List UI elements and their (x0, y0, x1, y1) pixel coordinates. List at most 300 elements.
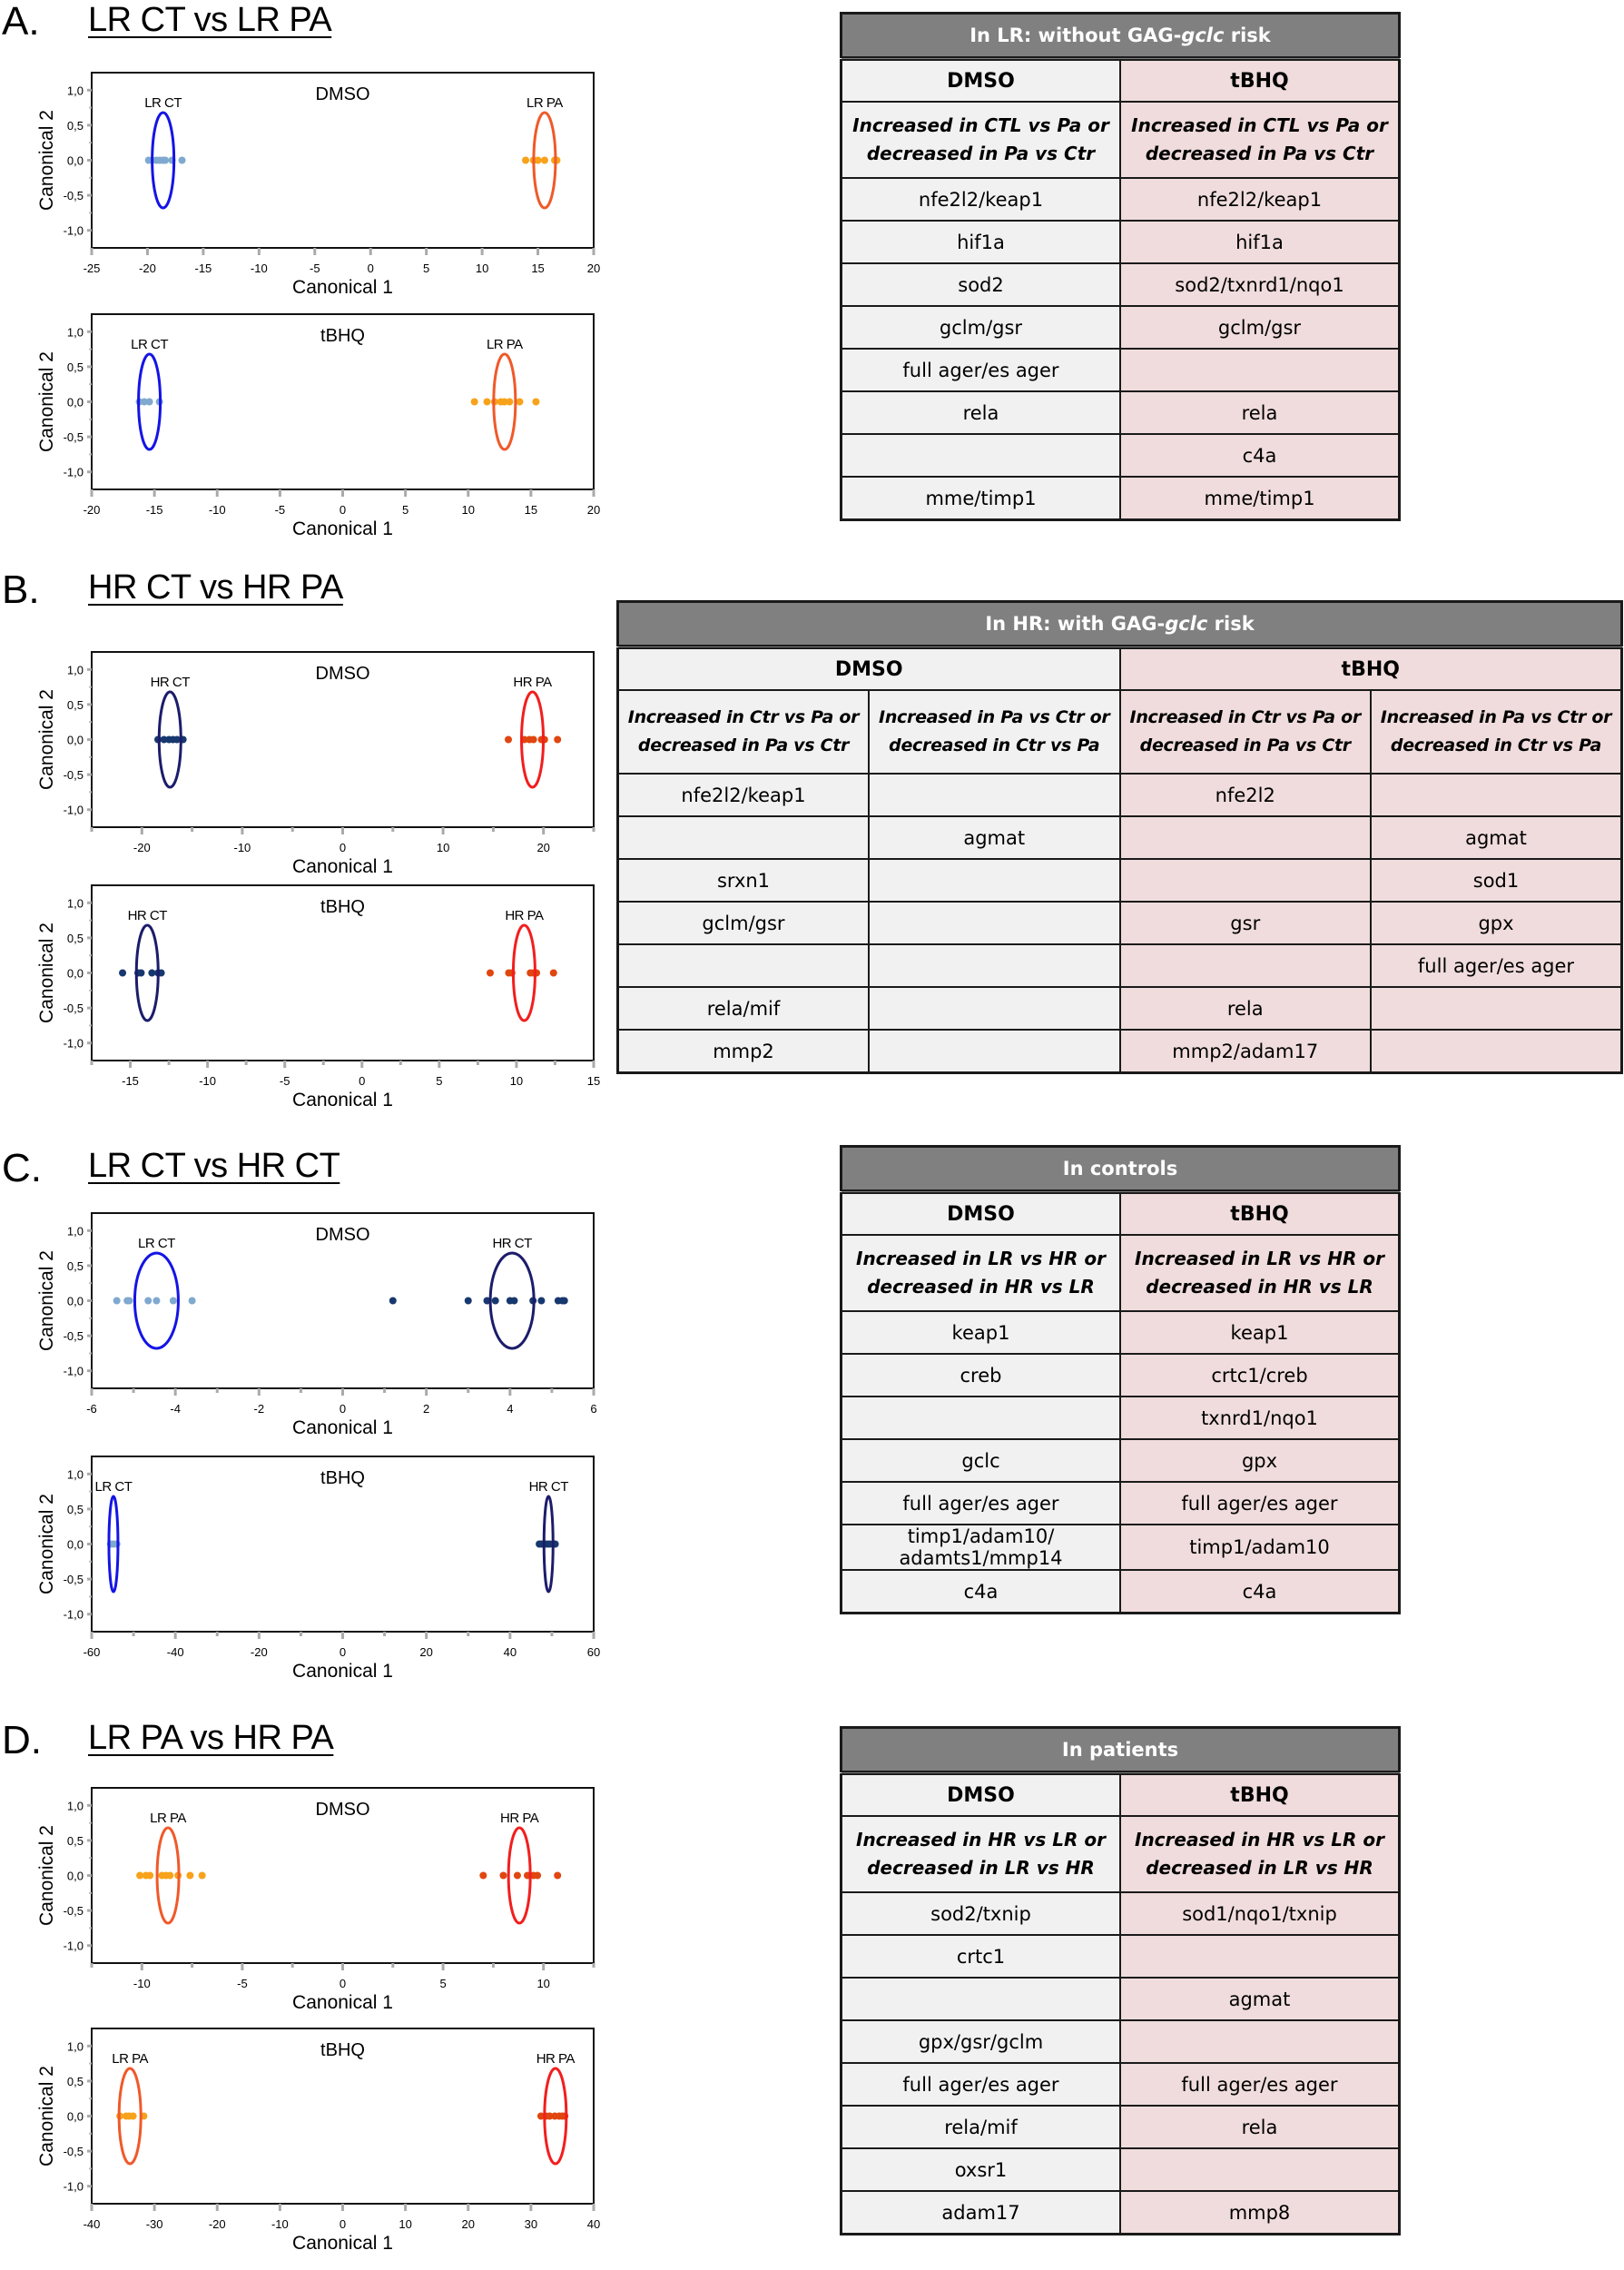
x-tick-label: -6 (86, 1402, 97, 1416)
gene-cell: timp1/adam10 (1120, 1525, 1400, 1570)
y-tick-label: 0,0 (66, 395, 84, 410)
x-tick-label: 15 (586, 1074, 601, 1088)
gene-cell (618, 816, 870, 859)
data-point (522, 157, 529, 164)
x-tick-label: -4 (170, 1402, 181, 1416)
x-tick-label: 10 (509, 1074, 524, 1088)
treatment-dmso: DMSO (842, 1773, 1121, 1817)
table-b-title: In HR: with GAG-gclc risk (618, 602, 1622, 647)
x-tick-label: -10 (208, 503, 226, 517)
data-point (535, 157, 542, 164)
x-tick-label: 5 (436, 1074, 443, 1088)
y-tick-label: 0,0 (66, 966, 84, 981)
gene-cell: rela/mif (842, 2106, 1121, 2148)
gene-cell: full ager/es ager (1371, 944, 1622, 987)
y-tick-label: 0,0 (66, 2109, 84, 2124)
table-row (842, 221, 1400, 263)
x-axis-label: Canonical 1 (292, 277, 393, 298)
data-point (162, 157, 169, 164)
gene-cell: oxsr1 (842, 2148, 1121, 2191)
data-point (199, 1872, 206, 1880)
gene-cell: crtc1/creb (1120, 1354, 1400, 1397)
data-point (483, 399, 490, 406)
table-row (618, 859, 1622, 902)
gene-cell: adam17 (842, 2191, 1121, 2235)
group-label: LR PA (150, 1811, 186, 1826)
y-tick-label: 1,0 (66, 1467, 84, 1482)
table-row (618, 816, 1622, 859)
x-axis-label: Canonical 1 (292, 1090, 393, 1110)
x-tick-label: -2 (253, 1402, 265, 1416)
subheader: Increased in LR vs HR or decreased in HR vs LR (842, 1235, 1121, 1311)
group-label: LR CT (138, 1236, 175, 1251)
x-tick-label: -40 (83, 2217, 101, 2231)
gene-cell: gsr (1120, 902, 1372, 944)
gene-cell: sod1 (1371, 859, 1622, 902)
table-row (842, 1354, 1400, 1397)
x-tick-label: -20 (133, 841, 151, 854)
y-tick-label: -0,5 (63, 189, 84, 203)
x-tick-label: 6 (590, 1402, 597, 1416)
plot-a-dmso (0, 56, 617, 300)
table-d-title: In patients (842, 1728, 1400, 1773)
gene-cell: crtc1 (842, 1935, 1121, 1978)
plot-a-tbhq (0, 298, 617, 541)
y-tick-label: -1,0 (63, 803, 84, 817)
gene-cell: sod1/nqo1/txnip (1120, 1892, 1400, 1935)
gene-cell: creb (842, 1354, 1121, 1397)
x-tick-label: 4 (507, 1402, 514, 1416)
plot-title: DMSO (315, 1800, 370, 1820)
table-row (842, 1978, 1400, 2020)
subheader: Increased in Ctr vs Pa or decreased in Pa vs Ctr (618, 690, 870, 774)
x-tick-label: -20 (83, 503, 101, 517)
x-tick-label: -10 (250, 262, 268, 275)
gene-cell: sod2/txnrd1/nqo1 (1120, 263, 1400, 306)
x-tick-label: -60 (83, 1645, 101, 1659)
x-tick-label: 0 (339, 503, 347, 517)
gene-cell: full ager/es ager (842, 2063, 1121, 2106)
x-tick-label: 20 (536, 841, 550, 854)
treatment-tbhq: tBHQ (1120, 647, 1622, 691)
y-tick-label: -1,0 (63, 1364, 84, 1378)
gene-cell: nfe2l2/keap1 (842, 178, 1121, 221)
gene-cell: c4a (1120, 1570, 1400, 1614)
panel-c-letter: C. (2, 1146, 42, 1190)
data-point (487, 970, 494, 977)
group-label: LR PA (112, 2051, 149, 2067)
gene-cell: mmp2/adam17 (1120, 1030, 1372, 1073)
data-point (479, 1872, 487, 1880)
gene-cell: rela (842, 391, 1121, 434)
plot-title: DMSO (315, 664, 370, 684)
gene-cell: full ager/es ager (1120, 1482, 1400, 1525)
gene-cell: txnrd1/nqo1 (1120, 1397, 1400, 1439)
plot-b-tbhq (0, 869, 617, 1112)
x-axis-label: Canonical 1 (292, 1992, 393, 2013)
gene-cell (1120, 944, 1372, 987)
y-tick-label: 0,0 (66, 733, 84, 747)
table-row (618, 902, 1622, 944)
x-tick-label: -10 (233, 841, 251, 854)
group-label: HR CT (150, 675, 190, 690)
subheader: Increased in LR vs HR or decreased in HR vs LR (1120, 1235, 1400, 1311)
x-tick-label: -10 (133, 1977, 151, 1990)
data-point (506, 399, 513, 406)
gene-cell (842, 434, 1121, 477)
table-row (842, 2063, 1400, 2106)
y-tick-label: 0,0 (66, 153, 84, 168)
table-row (842, 391, 1400, 434)
data-point (534, 1872, 541, 1880)
y-tick-label: 1,0 (66, 663, 84, 677)
treatment-tbhq: tBHQ (1120, 1192, 1400, 1236)
y-tick-label: -0,5 (63, 1329, 84, 1344)
y-axis-label: Canonical 2 (36, 110, 57, 211)
y-tick-label: 1,0 (66, 325, 84, 340)
group-label: HR PA (500, 1811, 539, 1826)
table-row (842, 2191, 1400, 2235)
x-tick-label: 40 (503, 1645, 517, 1659)
gene-cell: mmp8 (1120, 2191, 1400, 2235)
table-row (842, 178, 1400, 221)
x-tick-label: 15 (524, 503, 538, 517)
data-point (146, 399, 153, 406)
table-row (842, 1525, 1400, 1570)
table-row (618, 987, 1622, 1030)
x-tick-label: -30 (145, 2217, 163, 2231)
gene-cell (842, 1978, 1121, 2020)
y-tick-label: -1,0 (63, 1939, 84, 1953)
data-point (137, 970, 144, 977)
data-point (492, 1298, 499, 1305)
plot-title: tBHQ (320, 2040, 365, 2060)
table-row (842, 2148, 1400, 2191)
gene-cell: agmat (869, 816, 1120, 859)
treatment-dmso: DMSO (618, 647, 1120, 691)
x-tick-label: 0 (339, 1645, 347, 1659)
plot-d-tbhq (0, 2012, 617, 2255)
table-row (842, 1935, 1400, 1978)
group-label: LR CT (94, 1479, 133, 1495)
table-a (840, 12, 1401, 521)
gene-cell: rela (1120, 391, 1400, 434)
data-point (554, 736, 561, 744)
table-row (842, 477, 1400, 520)
gene-cell: gclm/gsr (1120, 306, 1400, 349)
treatment-dmso: DMSO (842, 59, 1121, 103)
panel-a-title: LR CT vs LR PA (88, 1, 332, 39)
data-point (119, 970, 126, 977)
gene-cell: agmat (1120, 1978, 1400, 2020)
gene-cell: sod2/txnip (842, 1892, 1121, 1935)
y-tick-label: 0,5 (66, 697, 84, 712)
x-tick-label: -15 (194, 262, 212, 275)
group-label: HR CT (127, 908, 167, 923)
group-label: HR CT (528, 1479, 568, 1495)
x-axis-label: Canonical 1 (292, 856, 393, 877)
gene-cell: gclc (842, 1439, 1121, 1482)
table-row (842, 2106, 1400, 2148)
y-axis-label: Canonical 2 (36, 2066, 57, 2166)
plot-d-dmso (0, 1772, 617, 2015)
gene-cell: nfe2l2/keap1 (1120, 178, 1400, 221)
x-tick-label: 60 (586, 1645, 601, 1659)
x-tick-label: 20 (461, 2217, 475, 2231)
data-point (166, 1872, 173, 1880)
data-point (125, 1298, 133, 1305)
x-tick-label: 5 (402, 503, 409, 517)
table-b (616, 600, 1623, 1074)
x-tick-label: 40 (586, 2217, 601, 2231)
x-tick-label: 0 (339, 1402, 347, 1416)
gene-cell: mme/timp1 (842, 477, 1121, 520)
gene-cell (842, 1397, 1121, 1439)
panel-a-letter: A. (2, 0, 40, 44)
y-tick-label: -1,0 (63, 223, 84, 238)
x-tick-label: -10 (271, 2217, 289, 2231)
x-tick-label: 5 (439, 1977, 447, 1990)
y-tick-label: -1,0 (63, 1036, 84, 1051)
x-axis-label: Canonical 1 (292, 1417, 393, 1438)
table-c (840, 1145, 1401, 1614)
gene-cell (869, 859, 1120, 902)
gene-cell (1120, 1935, 1400, 1978)
gene-cell: gpx/gsr/gclm (842, 2020, 1121, 2063)
data-point (186, 1872, 193, 1880)
data-point (471, 399, 478, 406)
x-tick-label: -5 (309, 262, 320, 275)
x-tick-label: 0 (339, 1977, 347, 1990)
data-point (541, 157, 548, 164)
panel-c-title: LR CT vs HR CT (88, 1147, 340, 1185)
gene-cell (869, 902, 1120, 944)
x-axis-label: Canonical 1 (292, 2233, 393, 2254)
y-tick-label: 0,5 (66, 1833, 84, 1848)
y-tick-label: -1,0 (63, 1607, 84, 1622)
y-tick-label: 0,0 (66, 1537, 84, 1552)
y-tick-label: 0,5 (66, 118, 84, 133)
gene-cell: gclm/gsr (618, 902, 870, 944)
data-point (130, 2113, 137, 2120)
x-tick-label: 15 (531, 262, 545, 275)
gene-cell (869, 987, 1120, 1030)
data-point (170, 1298, 177, 1305)
gene-cell: c4a (842, 1570, 1121, 1614)
table-row (842, 1570, 1400, 1614)
plot-title: DMSO (315, 84, 370, 104)
gene-cell: full ager/es ager (842, 349, 1121, 391)
plot-title: tBHQ (320, 1468, 365, 1488)
table-row (842, 1311, 1400, 1354)
data-point (505, 736, 512, 744)
plot-title: tBHQ (320, 897, 365, 917)
data-point (510, 1298, 517, 1305)
gene-cell: rela/mif (618, 987, 870, 1030)
x-tick-label: -15 (145, 503, 163, 517)
y-tick-label: 0,5 (66, 1502, 84, 1516)
y-tick-label: 1,0 (66, 84, 84, 98)
gene-cell: keap1 (842, 1311, 1121, 1354)
x-tick-label: -5 (279, 1074, 290, 1088)
gene-cell: srxn1 (618, 859, 870, 902)
y-tick-label: -0,5 (63, 430, 84, 445)
data-point (146, 1872, 153, 1880)
y-axis-label: Canonical 2 (36, 351, 57, 452)
data-point (499, 1872, 507, 1880)
y-axis-label: Canonical 2 (36, 1825, 57, 1926)
x-tick-label: 20 (586, 503, 601, 517)
gene-cell: gclm/gsr (842, 306, 1121, 349)
data-point (153, 1298, 160, 1305)
x-tick-label: 10 (399, 2217, 412, 2231)
y-tick-label: 0,5 (66, 931, 84, 945)
plot-title: tBHQ (320, 326, 365, 346)
y-axis-label: Canonical 2 (36, 923, 57, 1023)
group-label: LR PA (527, 95, 563, 111)
gene-cell: gpx (1371, 902, 1622, 944)
data-point (113, 1298, 121, 1305)
data-point (144, 1298, 152, 1305)
gene-cell: rela (1120, 987, 1372, 1030)
x-tick-label: 10 (436, 841, 450, 854)
x-tick-label: 10 (461, 503, 475, 517)
treatment-tbhq: tBHQ (1120, 59, 1400, 103)
y-tick-label: 1,0 (66, 1799, 84, 1813)
gene-cell: rela (1120, 2106, 1400, 2148)
x-tick-label: 0 (367, 262, 374, 275)
gene-cell: full ager/es ager (842, 1482, 1121, 1525)
data-point (148, 970, 155, 977)
y-tick-label: 0,5 (66, 1258, 84, 1273)
y-tick-label: -0,5 (63, 1002, 84, 1016)
plot-c-tbhq (0, 1440, 617, 1683)
table-a-title: In LR: without GAG-gclc risk (842, 14, 1400, 59)
table-row (842, 1482, 1400, 1525)
x-tick-label: 0 (359, 1074, 366, 1088)
gene-cell: mme/timp1 (1120, 477, 1400, 520)
x-tick-label: 10 (475, 262, 489, 275)
gene-cell (869, 1030, 1120, 1073)
y-tick-label: 0,0 (66, 1294, 84, 1308)
y-tick-label: -0,5 (63, 1904, 84, 1919)
data-point (532, 399, 539, 406)
gene-cell (1371, 774, 1622, 816)
table-row (618, 1030, 1622, 1073)
table-c-title: In controls (842, 1147, 1400, 1192)
data-point (537, 1298, 545, 1305)
gene-cell: keap1 (1120, 1311, 1400, 1354)
subheader: Increased in HR vs LR or decreased in LR vs HR (842, 1816, 1121, 1892)
panel-b-letter: B. (2, 568, 40, 612)
table-row (842, 1439, 1400, 1482)
y-tick-label: 0,5 (66, 360, 84, 374)
y-tick-label: -0,5 (63, 2145, 84, 2159)
data-point (554, 1872, 561, 1880)
gene-cell: full ager/es ager (1120, 2063, 1400, 2106)
gene-cell (1120, 349, 1400, 391)
gene-cell (869, 774, 1120, 816)
group-label: HR PA (505, 908, 544, 923)
gene-cell: gpx (1120, 1439, 1400, 1482)
x-tick-label: 20 (586, 262, 601, 275)
y-axis-label: Canonical 2 (36, 1494, 57, 1594)
x-tick-label: 5 (423, 262, 430, 275)
x-tick-label: -20 (208, 2217, 226, 2231)
x-axis-label: Canonical 1 (292, 518, 393, 539)
x-tick-label: 20 (419, 1645, 433, 1659)
x-tick-label: 2 (423, 1402, 430, 1416)
x-tick-label: 30 (524, 2217, 538, 2231)
subheader: Increased in Pa vs Ctr or decreased in Ctr vs Pa (869, 690, 1120, 774)
group-label: HR CT (492, 1236, 532, 1251)
x-tick-label: 0 (339, 841, 347, 854)
table-row (618, 944, 1622, 987)
table-row (842, 306, 1400, 349)
data-point (465, 1298, 472, 1305)
table-row (842, 1892, 1400, 1935)
gene-cell: hif1a (1120, 221, 1400, 263)
group-label: LR CT (144, 95, 182, 111)
x-tick-label: 0 (339, 2217, 347, 2231)
data-point (189, 1298, 196, 1305)
gene-cell (1120, 816, 1372, 859)
treatment-dmso: DMSO (842, 1192, 1121, 1236)
data-point (550, 970, 557, 977)
gene-cell: sod2 (842, 263, 1121, 306)
gene-cell: nfe2l2/keap1 (618, 774, 870, 816)
gene-cell: c4a (1120, 434, 1400, 477)
data-point (179, 157, 186, 164)
subheader: Increased in Ctr vs Pa or decreased in Pa vs Ctr (1120, 690, 1372, 774)
table-row (842, 263, 1400, 306)
table-row (842, 1397, 1400, 1439)
y-axis-label: Canonical 2 (36, 689, 57, 790)
group-label: LR PA (486, 337, 523, 352)
x-tick-label: -5 (237, 1977, 248, 1990)
plot-title: DMSO (315, 1225, 370, 1245)
y-tick-label: 1,0 (66, 896, 84, 911)
y-tick-label: -0,5 (63, 1573, 84, 1587)
table-row (618, 774, 1622, 816)
x-tick-label: 10 (536, 1977, 550, 1990)
subheader: Increased in Pa vs Ctr or decreased in Ctr vs Pa (1371, 690, 1622, 774)
gene-cell (1120, 2148, 1400, 2191)
x-tick-label: -20 (139, 262, 156, 275)
gene-cell (1371, 1030, 1622, 1073)
panel-d-title: LR PA vs HR PA (88, 1719, 334, 1757)
data-point (561, 1298, 568, 1305)
gene-cell: agmat (1371, 816, 1622, 859)
data-point (514, 1872, 521, 1880)
group-label: HR PA (513, 675, 552, 690)
y-tick-label: -1,0 (63, 465, 84, 479)
data-point (516, 399, 523, 406)
y-tick-label: -0,5 (63, 768, 84, 783)
table-row (842, 349, 1400, 391)
table-row (842, 434, 1400, 477)
x-tick-label: -5 (274, 503, 286, 517)
gene-cell: timp1/adam10/ adamts1/mmp14 (842, 1525, 1121, 1570)
gene-cell: nfe2l2 (1120, 774, 1372, 816)
gene-cell: hif1a (842, 221, 1121, 263)
table-row (842, 2020, 1400, 2063)
y-tick-label: -1,0 (63, 2179, 84, 2194)
gene-cell: mmp2 (618, 1030, 870, 1073)
y-tick-label: 0,5 (66, 2074, 84, 2088)
subheader: Increased in HR vs LR or decreased in LR vs HR (1120, 1816, 1400, 1892)
y-tick-label: 0,0 (66, 1869, 84, 1883)
